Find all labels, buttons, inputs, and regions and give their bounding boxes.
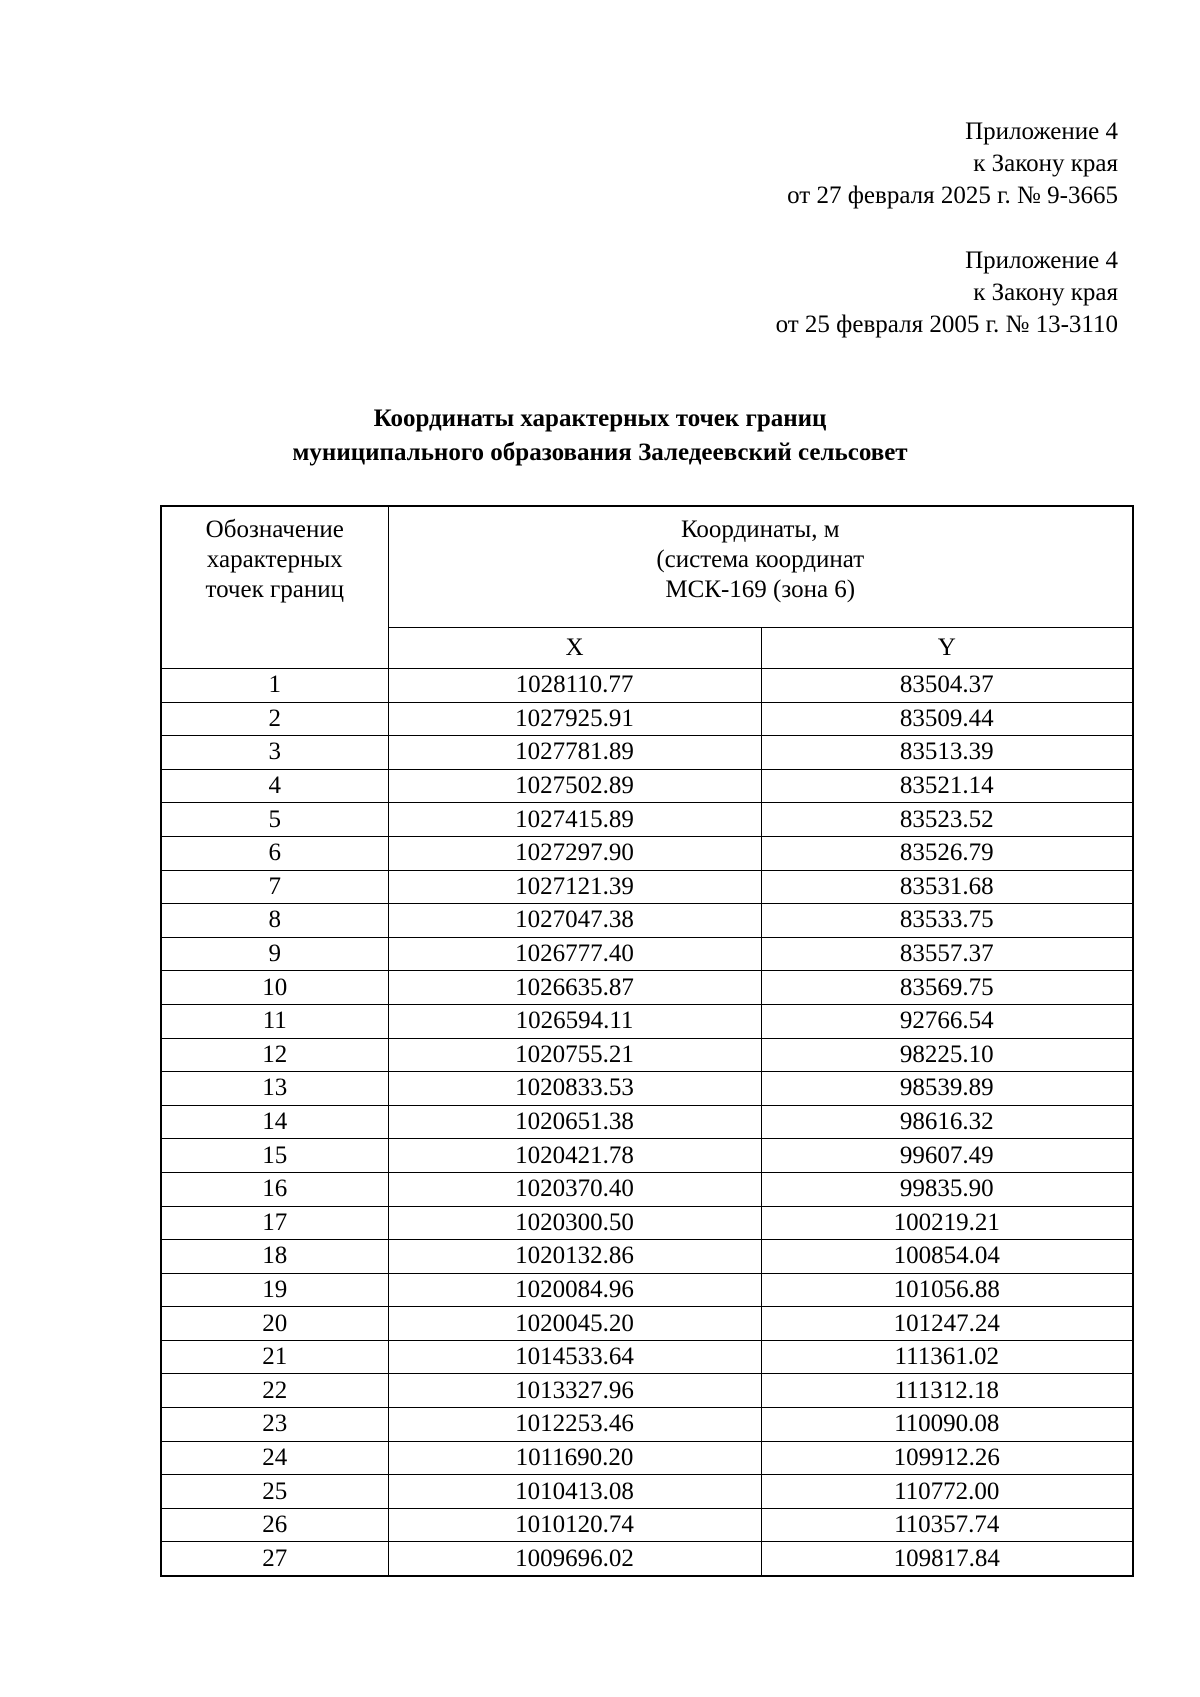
- y-coordinate-cell: 110090.08: [761, 1408, 1133, 1442]
- appendix-header-new: [787, 116, 1118, 212]
- table-body: [161, 669, 1133, 1577]
- x-coordinate-cell: 1012253.46: [388, 1408, 761, 1442]
- x-coordinate-cell: 1020833.53: [388, 1072, 761, 1106]
- table-row: [161, 1542, 1133, 1576]
- table-row: [161, 1172, 1133, 1206]
- point-number-cell: 7: [161, 870, 388, 904]
- table-row: [161, 1441, 1133, 1475]
- table-row: [161, 836, 1133, 870]
- y-coordinate-cell: 111312.18: [761, 1374, 1133, 1408]
- table-row: [161, 971, 1133, 1005]
- y-coordinate-cell: 110357.74: [761, 1508, 1133, 1542]
- y-coordinate-cell: 110772.00: [761, 1475, 1133, 1509]
- table-row: [161, 1139, 1133, 1173]
- point-number-cell: 26: [161, 1508, 388, 1542]
- x-coordinate-cell: 1026635.87: [388, 971, 761, 1005]
- x-coordinate-cell: 1027925.91: [388, 702, 761, 736]
- point-number-cell: 2: [161, 702, 388, 736]
- table-row: [161, 803, 1133, 837]
- x-coordinate-cell: 1020651.38: [388, 1105, 761, 1139]
- x-coordinate-cell: 1014533.64: [388, 1340, 761, 1374]
- x-coordinate-cell: 1020755.21: [388, 1038, 761, 1072]
- point-number-cell: 21: [161, 1340, 388, 1374]
- point-number-cell: 1: [161, 669, 388, 703]
- title-line-1: Координаты характерных точек границ: [373, 405, 827, 432]
- table-header: [161, 506, 1133, 669]
- header-coordinates-line: (система координат: [656, 546, 865, 573]
- x-coordinate-cell: 1020132.86: [388, 1240, 761, 1274]
- table-row: [161, 1038, 1133, 1072]
- table-row: [161, 870, 1133, 904]
- appendix-header-old: [776, 245, 1118, 341]
- y-coordinate-cell: 98539.89: [761, 1072, 1133, 1106]
- table-row: [161, 1307, 1133, 1341]
- y-coordinate-cell: 83523.52: [761, 803, 1133, 837]
- y-coordinate-cell: 111361.02: [761, 1340, 1133, 1374]
- appendix-law-reference: к Закону края: [973, 279, 1118, 306]
- y-coordinate-cell: 92766.54: [761, 1004, 1133, 1038]
- point-number-cell: 19: [161, 1273, 388, 1307]
- table-row: [161, 1072, 1133, 1106]
- x-coordinate-cell: 1020421.78: [388, 1139, 761, 1173]
- table-row: [161, 1004, 1133, 1038]
- x-coordinate-cell: 1010120.74: [388, 1508, 761, 1542]
- y-coordinate-cell: 101247.24: [761, 1307, 1133, 1341]
- table-row: [161, 1340, 1133, 1374]
- y-coordinate-cell: 109817.84: [761, 1542, 1133, 1576]
- header-designation-line: Обозначение: [205, 516, 344, 543]
- point-number-cell: 23: [161, 1408, 388, 1442]
- y-coordinate-cell: 83509.44: [761, 702, 1133, 736]
- header-designation-line: характерных: [206, 546, 343, 573]
- point-number-cell: 24: [161, 1441, 388, 1475]
- table-row: [161, 1206, 1133, 1240]
- point-number-cell: 3: [161, 736, 388, 770]
- y-coordinate-cell: 83533.75: [761, 904, 1133, 938]
- table-row: [161, 1508, 1133, 1542]
- point-number-cell: 9: [161, 937, 388, 971]
- y-coordinate-cell: 100219.21: [761, 1206, 1133, 1240]
- appendix-law-reference: к Закону края: [973, 150, 1118, 177]
- table-row: [161, 1475, 1133, 1509]
- y-coordinate-cell: 99835.90: [761, 1172, 1133, 1206]
- y-coordinate-cell: 98616.32: [761, 1105, 1133, 1139]
- x-coordinate-cell: 1027121.39: [388, 870, 761, 904]
- x-coordinate-cell: 1027047.38: [388, 904, 761, 938]
- point-number-cell: 17: [161, 1206, 388, 1240]
- point-number-cell: 11: [161, 1004, 388, 1038]
- x-coordinate-cell: 1028110.77: [388, 669, 761, 703]
- table-row: [161, 1273, 1133, 1307]
- table-row: [161, 1408, 1133, 1442]
- x-coordinate-cell: 1010413.08: [388, 1475, 761, 1509]
- x-coordinate-cell: 1027297.90: [388, 836, 761, 870]
- appendix-law-date: от 25 февраля 2005 г. № 13-3110: [775, 311, 1118, 338]
- point-number-cell: 5: [161, 803, 388, 837]
- header-y: Y: [761, 628, 1133, 669]
- y-coordinate-cell: 83569.75: [761, 971, 1133, 1005]
- x-coordinate-cell: 1020370.40: [388, 1172, 761, 1206]
- x-coordinate-cell: 1013327.96: [388, 1374, 761, 1408]
- x-coordinate-cell: 1026594.11: [388, 1004, 761, 1038]
- title-line-2: муниципального образования Заледеевский сельсовет: [292, 439, 908, 466]
- header-x: X: [388, 628, 761, 669]
- point-number-cell: 16: [161, 1172, 388, 1206]
- y-coordinate-cell: 100854.04: [761, 1240, 1133, 1274]
- x-coordinate-cell: 1027415.89: [388, 803, 761, 837]
- document-title: [0, 402, 1200, 470]
- y-coordinate-cell: 109912.26: [761, 1441, 1133, 1475]
- x-coordinate-cell: 1020045.20: [388, 1307, 761, 1341]
- table-row: [161, 702, 1133, 736]
- point-number-cell: 18: [161, 1240, 388, 1274]
- y-coordinate-cell: 98225.10: [761, 1038, 1133, 1072]
- x-coordinate-cell: 1011690.20: [388, 1441, 761, 1475]
- point-number-cell: 25: [161, 1475, 388, 1509]
- header-coordinates-line: Координаты, м: [680, 516, 840, 543]
- table-row: [161, 1374, 1133, 1408]
- y-coordinate-cell: 83513.39: [761, 736, 1133, 770]
- table-row: [161, 736, 1133, 770]
- point-number-cell: 22: [161, 1374, 388, 1408]
- x-coordinate-cell: 1020084.96: [388, 1273, 761, 1307]
- y-coordinate-cell: 83531.68: [761, 870, 1133, 904]
- x-coordinate-cell: 1027781.89: [388, 736, 761, 770]
- table-row: [161, 904, 1133, 938]
- x-coordinate-cell: 1027502.89: [388, 769, 761, 803]
- point-number-cell: 15: [161, 1139, 388, 1173]
- x-coordinate-cell: 1009696.02: [388, 1542, 761, 1576]
- point-number-cell: 27: [161, 1542, 388, 1576]
- point-number-cell: 4: [161, 769, 388, 803]
- point-number-cell: 6: [161, 836, 388, 870]
- y-coordinate-cell: 99607.49: [761, 1139, 1133, 1173]
- appendix-number: Приложение 4: [965, 118, 1118, 145]
- y-coordinate-cell: 101056.88: [761, 1273, 1133, 1307]
- appendix-law-date: от 27 февраля 2025 г. № 9-3665: [787, 182, 1118, 209]
- point-number-cell: 20: [161, 1307, 388, 1341]
- y-coordinate-cell: 83504.37: [761, 669, 1133, 703]
- y-coordinate-cell: 83526.79: [761, 836, 1133, 870]
- table-row: [161, 1105, 1133, 1139]
- table-row: [161, 769, 1133, 803]
- y-coordinate-cell: 83521.14: [761, 769, 1133, 803]
- header-designation: [161, 506, 388, 669]
- point-number-cell: 14: [161, 1105, 388, 1139]
- x-coordinate-cell: 1026777.40: [388, 937, 761, 971]
- point-number-cell: 10: [161, 971, 388, 1005]
- appendix-number: Приложение 4: [965, 247, 1118, 274]
- point-number-cell: 12: [161, 1038, 388, 1072]
- y-coordinate-cell: 83557.37: [761, 937, 1133, 971]
- header-coordinates-line: МСК-169 (зона 6): [665, 576, 856, 603]
- table-row: [161, 669, 1133, 703]
- point-number-cell: 13: [161, 1072, 388, 1106]
- header-designation-line: точек границ: [205, 576, 344, 603]
- table-row: [161, 937, 1133, 971]
- point-number-cell: 8: [161, 904, 388, 938]
- coordinates-table: [160, 505, 1134, 1577]
- header-coordinates: [388, 506, 1133, 628]
- x-coordinate-cell: 1020300.50: [388, 1206, 761, 1240]
- table-row: [161, 1240, 1133, 1274]
